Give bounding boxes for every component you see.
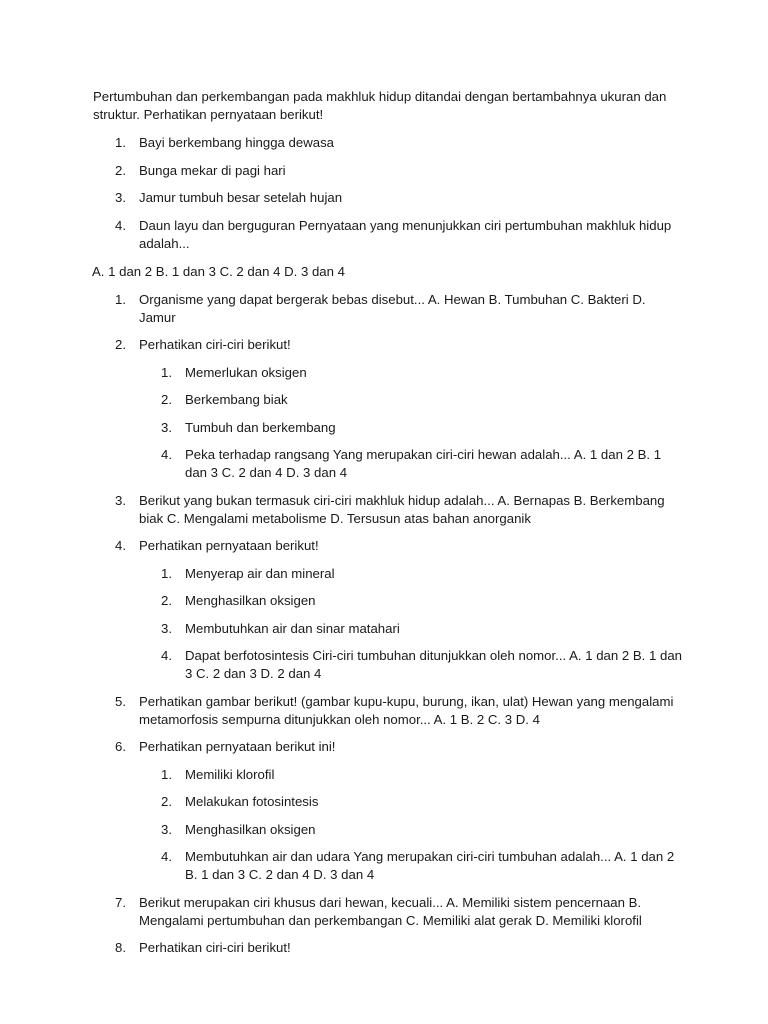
item-text: Berkembang biak	[185, 392, 288, 407]
item-number: 1.	[161, 565, 172, 581]
sub-list-item	[139, 793, 683, 811]
item-text: Berikut merupakan ciri khusus dari hewan, kecuali... A. Memiliki sistem pencernaan B. Mengalami pertumbuhan dan perkembangan C. Memiliki alat gerak D. Memiliki klorofil	[139, 894, 642, 928]
item-number: 4.	[161, 849, 172, 864]
sub-list-item	[139, 391, 683, 409]
item-text: Menghasilkan oksigen	[185, 821, 316, 837]
item-text: Bunga mekar di pagi hari	[139, 162, 286, 178]
list-item	[93, 492, 683, 528]
sub-list-item	[139, 848, 683, 884]
item-text: Membutuhkan air dan udara Yang merupakan ciri-ciri tumbuhan adalah... A. 1 dan 2 B. 1 dan 3 C. 2 dan 4 D. 3 dan 4	[185, 849, 675, 882]
list-item	[93, 291, 683, 327]
item-text: Menghasilkan oksigen	[185, 593, 316, 608]
sub-list-item	[139, 821, 683, 839]
item-text: Dapat berfotosintesis Ciri-ciri tumbuhan ditunjukkan oleh nomor... A. 1 dan 2 B. 1 dan 3 C. 2 dan 3 D. 2 dan 4	[185, 648, 683, 681]
item-number: 4.	[161, 447, 172, 462]
list-item	[93, 217, 683, 253]
sub-list-item	[139, 620, 683, 638]
item-text: Daun layu dan berguguran Pernyataan yang menunjukkan ciri pertumbuhan makhluk hidup adalah...	[139, 217, 672, 251]
item-number: 4.	[161, 648, 172, 663]
item-number: 4.	[115, 217, 126, 233]
item-text: Membutuhkan air dan sinar matahari	[185, 620, 400, 636]
list-item	[93, 693, 683, 729]
item-number: 2.	[161, 794, 172, 809]
item-text: Jamur tumbuh besar setelah hujan	[139, 190, 343, 205]
item-text: Bayi berkembang hingga dewasa	[139, 135, 335, 150]
sub-list	[139, 364, 683, 483]
item-number: 6.	[115, 739, 126, 754]
item-number: 3.	[161, 620, 172, 636]
item-text: Menyerap air dan mineral	[185, 565, 335, 581]
item-text: Memerlukan oksigen	[185, 364, 307, 380]
sub-list-item	[139, 592, 683, 610]
item-text: Perhatikan pernyataan berikut!	[139, 538, 319, 553]
item-number: 7.	[115, 894, 126, 910]
item-number: 1.	[115, 135, 126, 150]
item-number: 5.	[115, 693, 126, 709]
item-number: 3.	[115, 492, 126, 508]
sub-list-item	[139, 364, 683, 382]
item-text: Peka terhadap rangsang Yang merupakan ciri-ciri hewan adalah... A. 1 dan 2 B. 1 dan 3 C. 2 dan 4 D. 3 dan 4	[185, 447, 662, 480]
item-number: 3.	[161, 821, 172, 837]
sub-list-item	[139, 565, 683, 583]
sub-list	[139, 565, 683, 684]
item-text: Perhatikan ciri-ciri berikut!	[139, 337, 291, 352]
item-number: 1.	[161, 364, 172, 380]
item-number: 1.	[161, 766, 172, 782]
document-content	[93, 88, 683, 967]
item-text: Tumbuh dan berkembang	[185, 419, 336, 435]
sub-list-item	[139, 446, 683, 482]
list-item	[93, 537, 683, 683]
list-item	[93, 162, 683, 180]
item-number: 4.	[115, 538, 126, 553]
item-number: 2.	[115, 162, 126, 178]
sub-list-item	[139, 419, 683, 437]
item-text: Perhatikan pernyataan berikut ini!	[139, 739, 336, 754]
answer-options: A. 1 dan 2 B. 1 dan 3 C. 2 dan 4 D. 3 dan 4	[92, 263, 345, 279]
item-number: 3.	[115, 190, 126, 205]
item-number: 3.	[161, 419, 172, 435]
statement-list	[93, 134, 683, 253]
sub-list-item	[139, 647, 683, 683]
list-item	[93, 738, 683, 884]
item-text: Berikut yang bukan termasuk ciri-ciri makhluk hidup adalah... A. Bernapas B. Berkembang biak C. Mengalami metabolisme D. Tersusun atas bahan anorganik	[139, 492, 665, 526]
item-text: Perhatikan gambar berikut! (gambar kupu-kupu, burung, ikan, ulat) Hewan yang mengalami metamorfosis sempurna ditunjukkan oleh nomor... A. 1 B. 2 C. 3 D. 4	[139, 693, 674, 727]
list-item	[93, 336, 683, 482]
item-text: Perhatikan ciri-ciri berikut!	[139, 940, 291, 955]
list-item	[93, 939, 683, 957]
question-list	[93, 291, 683, 958]
intro-paragraph: Pertumbuhan dan perkembangan pada makhluk hidup ditandai dengan bertambahnya ukuran dan struktur. Perhatikan pernyataan berikut!	[93, 89, 667, 122]
item-text: Melakukan fotosintesis	[185, 794, 319, 809]
item-text: Memiliki klorofil	[185, 766, 275, 782]
item-number: 8.	[115, 940, 126, 955]
item-number: 2.	[161, 392, 172, 407]
list-item	[93, 134, 683, 152]
list-item	[93, 894, 683, 930]
item-text: Organisme yang dapat bergerak bebas disebut... A. Hewan B. Tumbuhan C. Bakteri D. Jamur	[139, 291, 646, 325]
item-number: 2.	[161, 593, 172, 608]
list-item	[93, 189, 683, 207]
item-number: 1.	[115, 291, 126, 307]
sub-list-item	[139, 766, 683, 784]
sub-list	[139, 766, 683, 885]
item-number: 2.	[115, 337, 126, 352]
